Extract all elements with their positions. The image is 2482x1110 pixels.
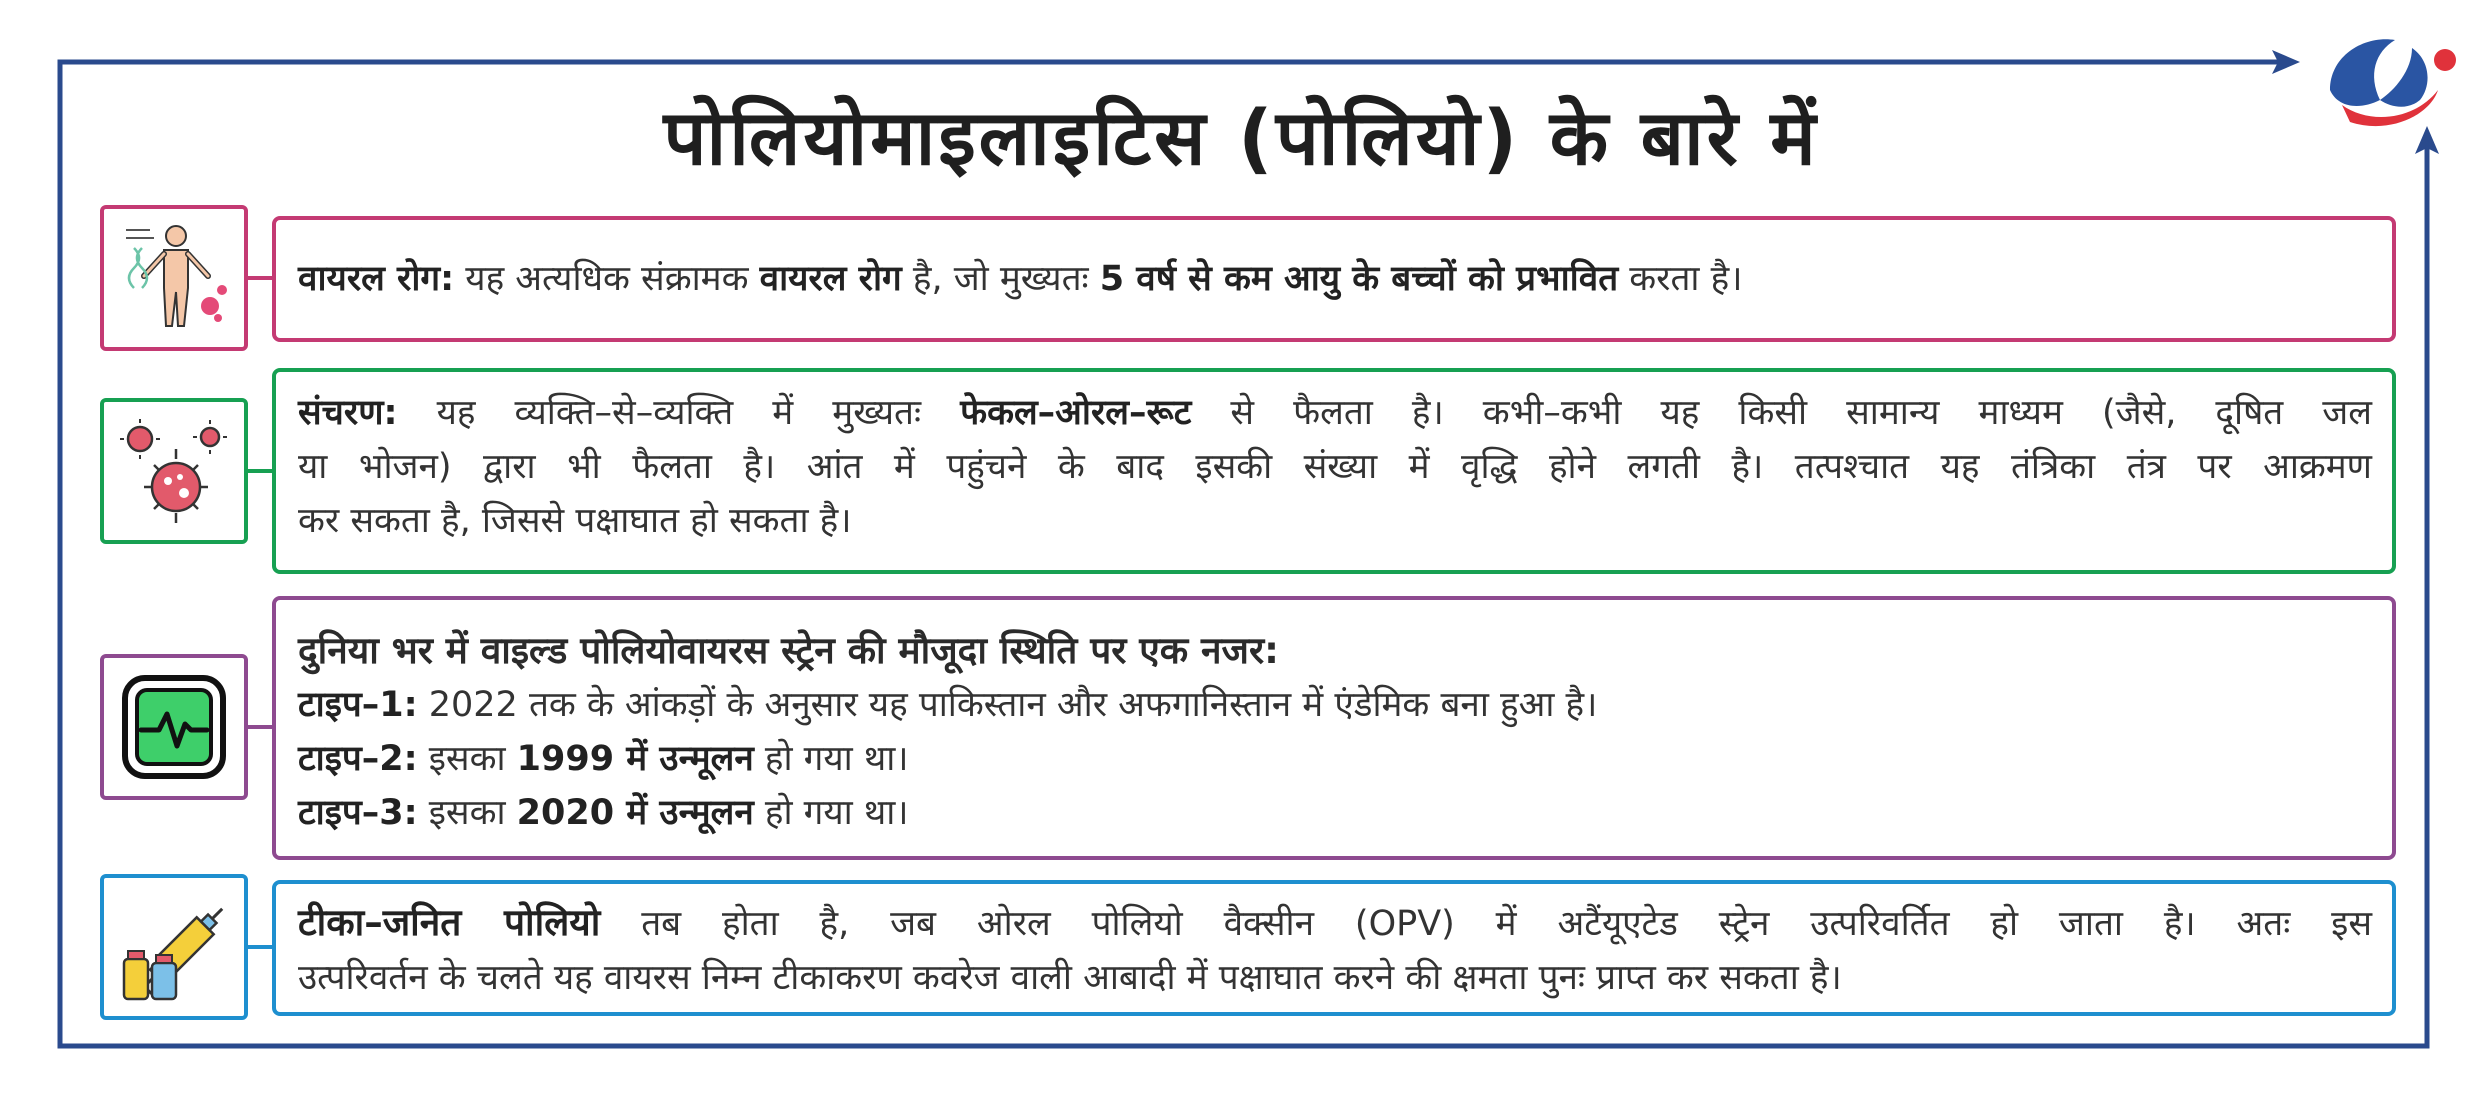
card-text: इसका (417, 739, 517, 779)
card-connector (248, 945, 272, 949)
card-bold-text: फेकल–ओरल–रूट (960, 393, 1192, 433)
card-text: हो गया था। (753, 739, 909, 779)
card-vaccine-derived-polio (272, 880, 2396, 1016)
card-connector (248, 276, 272, 280)
card-text: कर सकता है, जिससे पक्षाघात हो सकता है। (298, 501, 852, 541)
vaccine-syringe-icon (114, 887, 234, 1007)
card-text: यह अत्यधिक संक्रामक (454, 259, 760, 299)
card-heading: दुनिया भर में वाइल्ड पोलियोवायरस स्ट्रेन की मौजूदा स्थिति पर एक नजर: (298, 629, 1279, 672)
type3-label: टाइप–3: (298, 793, 418, 833)
card-text: इसका (417, 793, 517, 833)
card-bold-text: 5 वर्ष से कम आयु के बच्चों को प्रभावित (1099, 259, 1619, 299)
card-text: करता है। (1618, 259, 1743, 299)
card-text: यह व्यक्ति–से–व्यक्ति में मुख्यतः (397, 393, 961, 433)
card-viral-disease (272, 216, 2396, 342)
card-icon-box-viral (100, 205, 248, 351)
card-icon-box-status (100, 654, 248, 800)
card-text: या भोजन) द्वारा भी फैलता है। आंत में पहुंचने के बाद इसकी संख्या में वृद्धि होने लगती है। तत्पश्चात यह तंत्रिका तंत्र पर आक्रमण (298, 447, 2372, 487)
card-term: वायरल रोग: (298, 259, 455, 299)
card-term: टीका–जनित पोलियो (298, 901, 601, 944)
card-text: उत्परिवर्तन के चलते यह वायरस निम्न टीकाकरण कवरेज वाली आबादी में पक्षाघात करने की क्षमता पुनः प्राप्त कर सकता है। (298, 958, 1842, 998)
page-title: पोलियोमाइलाइटिस (पोलियो) के बारे में (663, 93, 1819, 182)
card-icon-box-transmission (100, 398, 248, 544)
heartbeat-monitor-icon (119, 672, 229, 782)
card-text: हो गया था। (753, 793, 909, 833)
card-global-status (272, 596, 2396, 860)
card-transmission (272, 368, 2396, 574)
type2-label: टाइप–2: (298, 739, 418, 779)
card-bold-text: वायरल रोग (759, 259, 902, 299)
card-connector (248, 725, 272, 729)
card-term: संचरण: (298, 393, 398, 433)
virus-infected-person-icon (114, 218, 234, 338)
card-text: से फैलता है। कभी–कभी यह किसी सामान्य माध्यम (जैसे, दूषित जल (1191, 393, 2373, 433)
type1-label: टाइप–1: (298, 685, 418, 725)
virus-particles-icon (114, 411, 234, 531)
card-icon-box-vaccine (100, 874, 248, 1020)
card-text: तब होता है, जब ओरल पोलियो वैक्सीन (OPV) में अटैंयूएटेड स्ट्रेन उत्परिवर्तित हो जाता है। अतः इस (600, 904, 2372, 944)
card-text: है, जो मुख्यतः (901, 259, 1100, 299)
card-bold-text: 1999 में उन्मूलन (516, 739, 754, 779)
card-bold-text: 2020 में उन्मूलन (516, 793, 754, 833)
type1-text: 2022 तक के आंकड़ों के अनुसार यह पाकिस्तान और अफगानिस्तान में एंडेमिक बना हुआ है। (417, 685, 1598, 725)
card-connector (248, 469, 272, 473)
